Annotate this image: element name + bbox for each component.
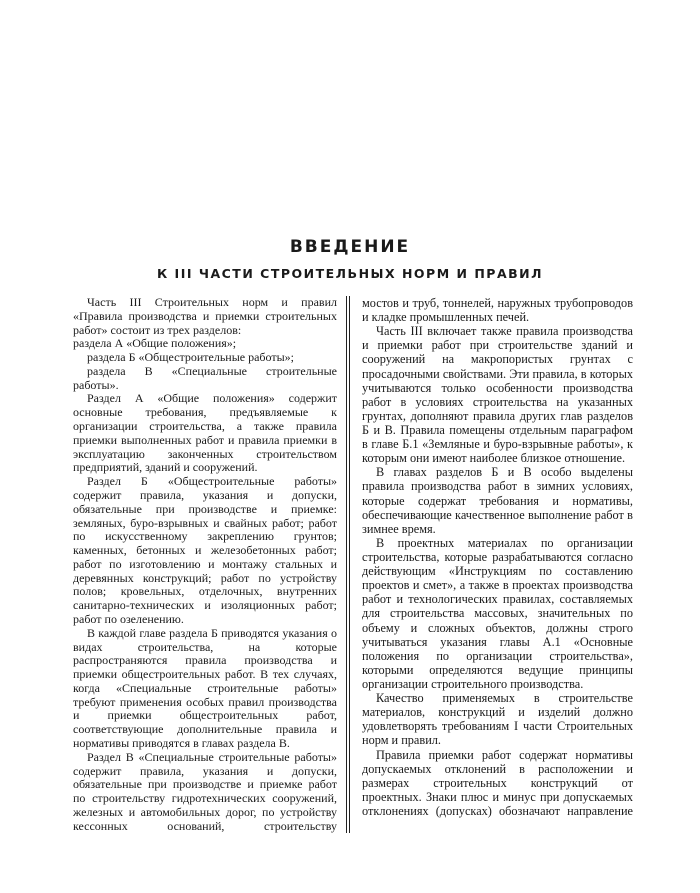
left-column [73,296,337,833]
column-divider [346,296,347,833]
page-subtitle: К III ЧАСТИ СТРОИТЕЛЬНЫХ НОРМ И ПРАВИЛ [156,266,543,281]
list-item: раздела Б «Общестроительные работы»; [87,350,295,365]
paragraph: Часть III включает также правила производства и приемки работ при строительстве зданий и сооружений на макропористых грунтах с просадочными свойствами. Эти правила, в которых учитываются только особенности производства работ в условиях строительства на указанных грунтах, дополняют правила других глав разделов Б и В. Правила помещены отдельным параграфом в главе Б.1 «Земляные и буро-взрывные работы», к которым они имеют наиболее близкое отношение. [362,324,633,466]
paragraph: В проектных материалах по организации строительства, которые разрабатываются согласно действующим «Инструкциям по составлению проектов и смет», а также в проектах производства работ и технологических правилах, составляемых для строительства массовых, значительных по объему и сложных объектов, должны строго учитываться указания главы А.1 «Основные положения по организации строительства», которыми определяются ведущие принципы организации строительного производства. [362,535,633,691]
right-column [362,296,633,818]
list-item: раздела А «Общие положения»; [73,336,237,351]
paragraph: Качество применяемых в строительстве материалов, конструкций и изделий должно удовлетворять требованиям I части Строительных норм и правил. [362,691,633,748]
paragraph: В главах разделов Б и В особо выделены правила производства работ в зимних условиях, которые содержат требования и нормативы, обеспечивающие качественное выполнение работ в зимнее время. [362,465,633,536]
paragraph: Правила приемки работ содержат нормативы допускаемых отклонений в расположении и размерах строительных конструкций от проектных. Знаки плюс и минус при допускаемых отклонениях (допусках) обозначают направление [362,747,633,818]
paragraph: Раздел В «Специальные строительные работы» содержит правила, указания и допуски, обязательные при производстве и приемке работ по строительству гидротехнических сооружений, железных и автомобильных дорог, по устройству кессонных оснований, строительству [73,749,337,833]
column-divider [349,296,350,833]
paragraph: Часть III Строительных норм и правил «Правила производства и приемки строительных работ» состоит из трех разделов: [73,295,337,337]
page-title: ВВЕДЕНИЕ [289,237,411,257]
paragraph: мостов и труб, тоннелей, наружных трубопроводов и кладке промышленных печей. [362,296,633,325]
paragraph: Раздел А «Общие положения» содержит основные требования, предъявляемые к организации строительства, а также правила приемки выполненных работ и правила приемки в эксплуатацию законченных строительством предприятий, зданий и сооружений. [73,391,337,475]
paragraph: Раздел Б «Общестроительные работы» содержит правила, указания и допуски, обязательные при производстве и приемке: земляных, буро-взрывных и свайных работ; работ по искусственному закреплению грунтов; каменных, бетонных и железобетонных работ; работ по изготовлению и монтажу стальных и деревянных конструкций; работ по устройству полов; кровельных, отделочных, внутренних санитарно-технических и изоляционных работ; работ по озеленению. [73,474,337,626]
list-item: раздела В «Специальные строительные работы». [73,363,337,392]
paragraph: В каждой главе раздела Б приводятся указания о видах строительства, на которые распространяются правила производства и приемки общестроительных работ. В тех случаях, когда «Специальные строительные работы» требуют применения особых правил производства и приемки общестроительных работ, соответствующие дополнительные правила и нормативы приводятся в главах раздела В. [73,625,337,750]
